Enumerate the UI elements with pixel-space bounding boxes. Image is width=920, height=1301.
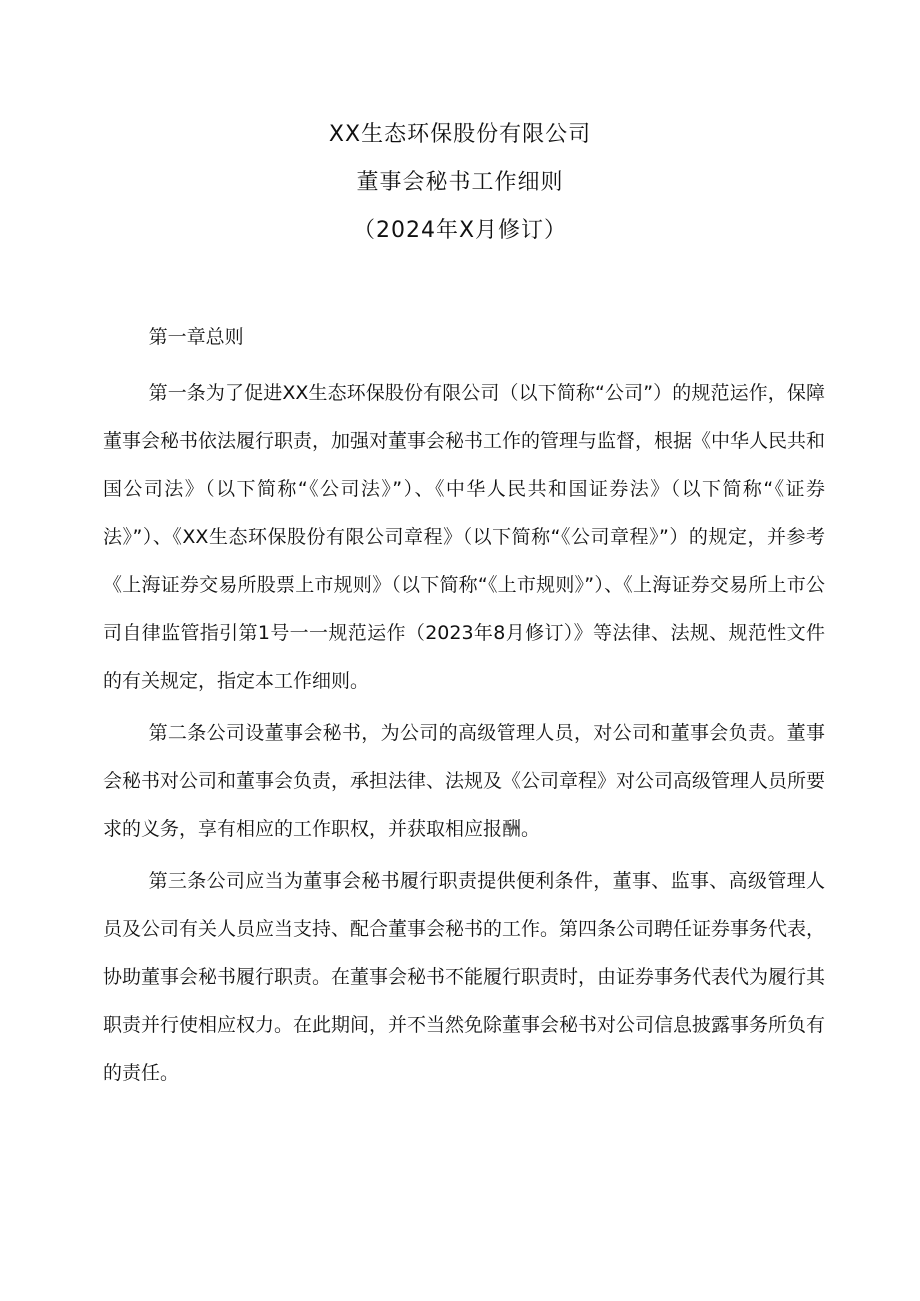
article-1-paragraph: 第一条为了促进XX生态环保股份有限公司（以下简称“公司”）的规范运作，保障董事会秘书依法履行职责，加强对董事会秘书工作的管理与监督，根据《中华人民共和国公司法》（以下简称“《公司法》”）、《中华人民共和国证券法》（以下简称“《证券法》”）、《XX生态环保股份有限公司章程》（以下简称“《公司章程》”）的规定，并参考《上海证券交易所股票上市规则》（以下简称“《上市规则》”）、《上海证券交易所上市公司自律监管指引第1号一一规范运作（2023年8月修订）》等法律、法规、规范性文件的有关规定，指定本工作细则。 bbox=[103, 382, 826, 692]
company-name-title: XX生态环保股份有限公司 bbox=[328, 122, 592, 147]
document-body bbox=[103, 313, 825, 1097]
chapter-heading: 第一章总则 bbox=[148, 326, 244, 348]
article-2-paragraph: 第二条公司设董事会秘书，为公司的高级管理人员，对公司和董事会负责。董事会秘书对公司和董事会负责，承担法律、法规及《公司章程》对公司高级管理人员所要求的义务，享有相应的工作职权，并获取相应报酬。 bbox=[103, 722, 826, 840]
revision-note: （2024年X月修订） bbox=[352, 218, 568, 243]
document-title-block bbox=[0, 122, 920, 268]
document-title: 董事会秘书工作细则 bbox=[356, 170, 564, 195]
article-3-paragraph: 第三条公司应当为董事会秘书履行职责提供便利条件，董事、监事、高级管理人员及公司有关人员应当支持、配合董事会秘书的工作。第四条公司聘任证券事务代表，协助董事会秘书履行职责。在董事会秘书不能履行职责时，由证券事务代表代为履行其职责并行使相应权力。在此期间，并不当然免除董事会秘书对公司信息披露事务所负有的责任。 bbox=[103, 870, 826, 1084]
